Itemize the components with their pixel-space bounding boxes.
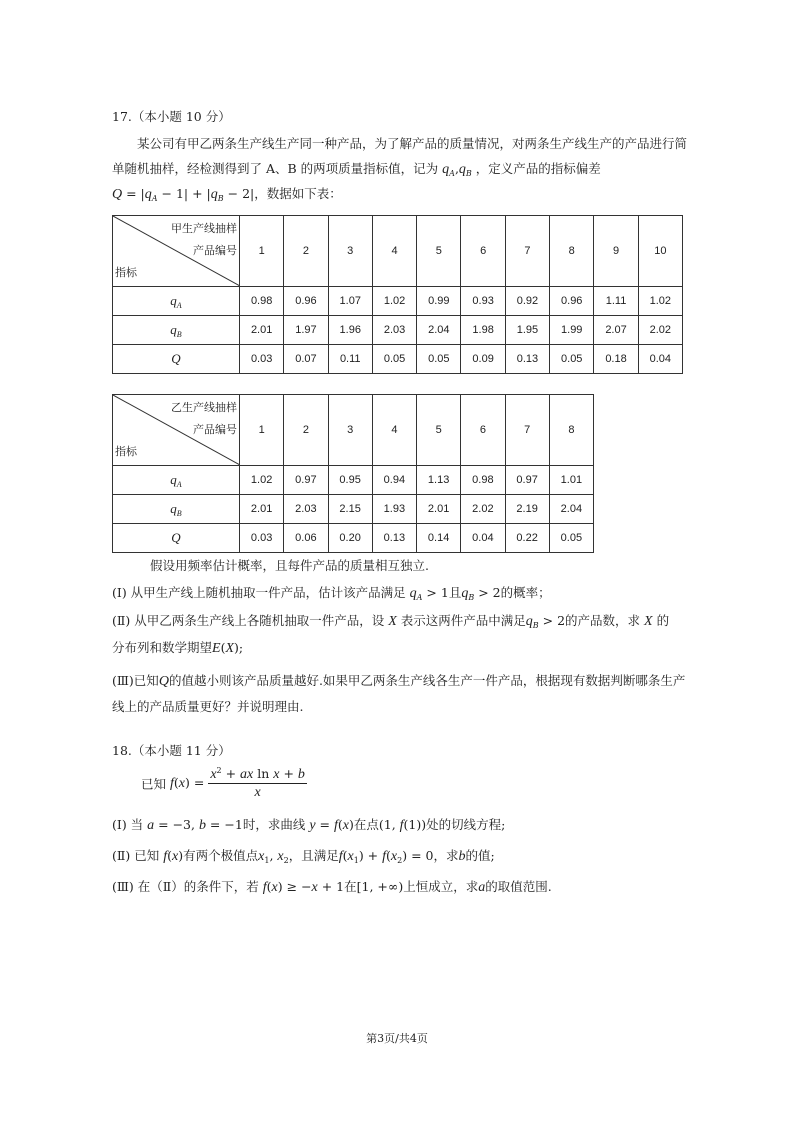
table-cell: 2.04 — [417, 316, 461, 345]
q17-intro-line2: 单随机抽样，经检测得到了 A、B 的两项质量指标值，记为 $q_A,q_B$ ，定义产品的指标偏差 — [112, 161, 601, 178]
q18-heading: 18.（本小题 11 分） — [112, 743, 231, 758]
header-line-name: 乙生产线抽样 — [171, 401, 237, 414]
q17-assumption: 假设用频率估计概率，且每件产品的质量相互独立. — [150, 558, 429, 573]
q18-part3: (Ⅲ) 在（Ⅱ）的条件下，若 f(x) ≥ −x + 1在[1, +∞)上恒成立，求a的取值范围. — [112, 879, 552, 895]
table-cell: 2.01 — [417, 495, 461, 524]
table-cell: 0.13 — [372, 524, 416, 553]
table-cell: 0.18 — [594, 345, 638, 374]
column-header: 10 — [638, 216, 682, 287]
table-cell: 1.11 — [594, 287, 638, 316]
table-cell: 0.03 — [240, 524, 284, 553]
column-header: 9 — [594, 216, 638, 287]
table-cell: 0.14 — [417, 524, 461, 553]
table-cell: 0.05 — [550, 345, 594, 374]
table-cell: 0.04 — [461, 524, 505, 553]
table-cell: 0.04 — [638, 345, 682, 374]
table-cell: 0.99 — [417, 287, 461, 316]
column-header: 2 — [284, 216, 328, 287]
column-header: 1 — [240, 395, 284, 466]
table-cell: 0.97 — [505, 466, 549, 495]
row-label: $q_A$ — [113, 287, 240, 316]
header-product-number: 产品编号 — [193, 244, 237, 257]
column-header: 8 — [550, 216, 594, 287]
column-header: 2 — [284, 395, 328, 466]
header-product-number: 产品编号 — [193, 423, 237, 436]
deviation-formula: $Q = |q_A - 1| + |q_B - 2|$ — [112, 186, 255, 203]
table-cell: 0.09 — [461, 345, 505, 374]
table-cell: 0.05 — [372, 345, 416, 374]
column-header: 4 — [372, 216, 416, 287]
table-cell: 0.03 — [240, 345, 284, 374]
table-cell: 0.98 — [461, 466, 505, 495]
table-cell: 0.07 — [284, 345, 328, 374]
column-header: 3 — [328, 216, 372, 287]
column-header: 4 — [372, 395, 416, 466]
row-label: $q_B$ — [113, 316, 240, 345]
column-header: 6 — [461, 395, 505, 466]
table-row — [113, 345, 683, 374]
table-cell: 1.99 — [550, 316, 594, 345]
table-cell: 0.05 — [549, 524, 593, 553]
q17-intro-line3: $Q = |q_A - 1| + |q_B - 2|$，数据如下表： — [112, 186, 342, 203]
q17-part1: (Ⅰ) 从甲生产线上随机抽取一件产品，估计该产品满足 $q_A > 1$且$q_B > 2$的概率； — [112, 585, 551, 602]
table-header-row — [113, 395, 594, 466]
column-header: 5 — [417, 395, 461, 466]
column-header: 1 — [240, 216, 284, 287]
row-label: $q_A$ — [113, 466, 240, 495]
header-indicator: 指标 — [115, 445, 137, 458]
column-header: 5 — [417, 216, 461, 287]
table-cell: 1.93 — [372, 495, 416, 524]
page-footer: 第3页/共4页 — [366, 1032, 428, 1045]
table-cell: 0.96 — [550, 287, 594, 316]
row-label: $q_B$ — [113, 495, 240, 524]
table-cell: 1.02 — [240, 466, 284, 495]
table-cell: 2.19 — [505, 495, 549, 524]
q17-part3-line2: 线上的产品质量更好？并说明理由. — [112, 699, 304, 714]
diagonal-header-cell — [113, 395, 240, 466]
q17-intro-line1: 某公司有甲乙两条生产线生产同一种产品，为了解产品的质量情况，对两条生产线生产的产品进行简 — [137, 136, 688, 151]
table-cell: 0.98 — [240, 287, 284, 316]
q18-part2: (Ⅱ) 已知 f(x)有两个极值点$x_1$, $x_2$，且满足$f(x_1) + f(x_2) = 0$，求b的值; — [112, 848, 495, 865]
function-fraction: $\frac{x^2 + ax \ln x + b}{x}$ — [210, 766, 305, 801]
table-row — [113, 316, 683, 345]
q17-heading: 17.（本小题 10 分） — [112, 109, 231, 124]
table-cell: 2.02 — [461, 495, 505, 524]
table-cell: 2.04 — [549, 495, 593, 524]
column-header: 6 — [461, 216, 505, 287]
table-row — [113, 495, 594, 524]
table-cell: 0.20 — [328, 524, 372, 553]
table-cell: 1.98 — [461, 316, 505, 345]
table-row — [113, 287, 683, 316]
table-cell: 2.02 — [638, 316, 682, 345]
table-cell: 1.13 — [417, 466, 461, 495]
table-header-row — [113, 216, 683, 287]
table-cell: 1.01 — [549, 466, 593, 495]
table-cell: 0.97 — [284, 466, 328, 495]
table-cell: 1.07 — [328, 287, 372, 316]
column-header: 8 — [549, 395, 593, 466]
table-cell: 2.01 — [240, 316, 284, 345]
table-cell: 0.22 — [505, 524, 549, 553]
table-cell: 0.92 — [505, 287, 549, 316]
q17-part3: (Ⅲ)已知Q的值越小则该产品质量越好.如果甲乙两条生产线各生产一件产品，根据现有数据判断哪条生产 — [112, 673, 686, 689]
table-row — [113, 466, 594, 495]
table-cell: 0.94 — [372, 466, 416, 495]
header-line-name: 甲生产线抽样 — [171, 222, 237, 235]
table-cell: 1.02 — [638, 287, 682, 316]
table-cell: 2.03 — [284, 495, 328, 524]
qa-qb-formula: $q_A,q_B$ — [442, 161, 472, 178]
table-cell: 2.07 — [594, 316, 638, 345]
table-cell: 2.15 — [328, 495, 372, 524]
table-cell: 0.11 — [328, 345, 372, 374]
table-cell: 0.06 — [284, 524, 328, 553]
table-cell: 2.03 — [372, 316, 416, 345]
table-cell: 1.96 — [328, 316, 372, 345]
table-yi — [112, 394, 594, 553]
table-cell: 0.13 — [505, 345, 549, 374]
table-cell: 0.05 — [417, 345, 461, 374]
column-header: 7 — [505, 395, 549, 466]
table-cell: 1.97 — [284, 316, 328, 345]
table-cell: 1.02 — [372, 287, 416, 316]
row-label: Q — [113, 345, 240, 374]
table-cell: 0.95 — [328, 466, 372, 495]
q17-part2-line2: 分布列和数学期望E(X); — [112, 640, 244, 656]
column-header: 7 — [505, 216, 549, 287]
row-label: Q — [113, 524, 240, 553]
table-jia — [112, 215, 683, 374]
q18-given: 已知 f(x) = $\frac{x^2 + ax \ln x + b}{x}$ — [141, 766, 305, 801]
table-cell: 2.01 — [240, 495, 284, 524]
table-cell: 0.93 — [461, 287, 505, 316]
header-indicator: 指标 — [115, 266, 137, 279]
q17-part2: (Ⅱ) 从甲乙两条生产线上各随机抽取一件产品，设 X 表示这两件产品中满足$q_B > 2$的产品数，求 X 的 — [112, 613, 670, 630]
q18-part1: (Ⅰ) 当 a = −3, b = −1时，求曲线 y = f(x)在点(1, f(1))处的切线方程; — [112, 817, 506, 833]
table-cell: 1.95 — [505, 316, 549, 345]
table-cell: 0.96 — [284, 287, 328, 316]
column-header: 3 — [328, 395, 372, 466]
diagonal-header-cell — [113, 216, 240, 287]
table-row — [113, 524, 594, 553]
